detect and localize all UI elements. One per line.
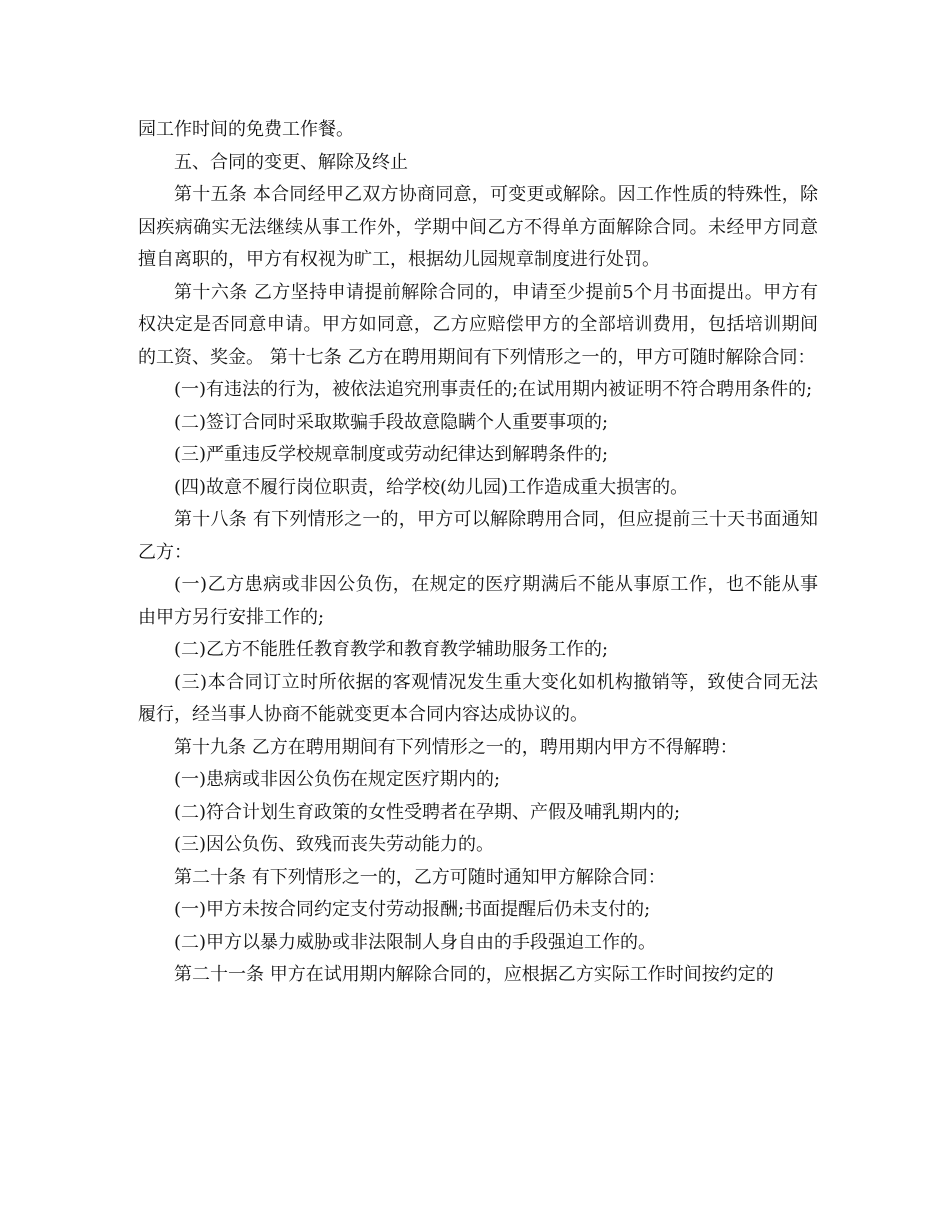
article-17-item-2: (二)签订合同时采取欺骗手段故意隐瞒个人重要事项的; [174, 411, 609, 433]
article-15: 第十五条 本合同经甲乙双方协商同意，可变更或解除。因工作性质的特殊性，除因疾病确实无法继续从事工作外，学期中间乙方不得单方面解除合同。未经甲方同意擅自离职的，甲方有权视为旷工，根据幼儿园规章制度进行处罚。 [138, 184, 818, 270]
article-18: 第十八条 有下列情形之一的，甲方可以解除聘用合同，但应提前三十天书面通知乙方： [138, 509, 818, 563]
article-16-17: 第十六条 乙方坚持申请提前解除合同的，申请至少提前5个月书面提出。甲方有权决定是否同意申请。甲方如同意，乙方应赔偿甲方的全部培训费用，包括培训期间的工资、奖金。 第十七条 乙方在聘用期间有下列情形之一的，甲方可随时解除合同： [138, 281, 818, 368]
article-20-item-1: (一)甲方未按合同约定支付劳动报酬;书面提醒后仍未支付的; [174, 899, 651, 920]
section-heading-five: 五、合同的变更、解除及终止 [174, 151, 408, 173]
article-17-item-1: (一)有违法的行为，被依法追究刑事责任的;在试用期内被证明不符合聘用条件的; [174, 379, 813, 400]
article-18-item-1: (一)乙方患病或非因公负伤，在规定的医疗期满后不能从事原工作，也不能从事由甲方另行安排工作的; [138, 574, 818, 628]
article-19: 第十九条 乙方在聘用期间有下列情形之一的，聘用期内甲方不得解聘： [174, 736, 738, 758]
article-20: 第二十条 有下列情形之一的，乙方可随时通知甲方解除合同： [174, 866, 666, 888]
article-18-item-3: (三)本合同订立时所依据的客观情况发生重大变化如机构撤销等，致使合同无法履行，经当事人协商不能就变更本合同内容达成协议的。 [138, 671, 818, 725]
article-19-item-3: (三)因公负伤、致残而丧失劳动能力的。 [174, 834, 495, 855]
article-21: 第二十一条 甲方在试用期内解除合同的，应根据乙方实际工作时间按约定的 [174, 964, 774, 985]
article-17-item-3: (三)严重违反学校规章制度或劳动纪律达到解聘条件的; [174, 444, 609, 465]
article-19-item-1: (一)患病或非因公负伤在规定医疗期内的; [174, 769, 501, 790]
document-body [138, 114, 818, 992]
article-18-item-2: (二)乙方不能胜任教育教学和教育教学辅助服务工作的; [174, 639, 609, 660]
article-17-item-4: (四)故意不履行岗位职责，给学校(幼儿园)工作造成重大损害的。 [174, 476, 689, 498]
article-20-item-2: (二)甲方以暴力威胁或非法限制人身自由的手段强迫工作的。 [174, 931, 657, 953]
article-19-item-2: (二)符合计划生育政策的女性受聘者在孕期、产假及哺乳期内的; [174, 801, 681, 823]
paragraph-continuation: 园工作时间的免费工作餐。 [138, 119, 354, 140]
